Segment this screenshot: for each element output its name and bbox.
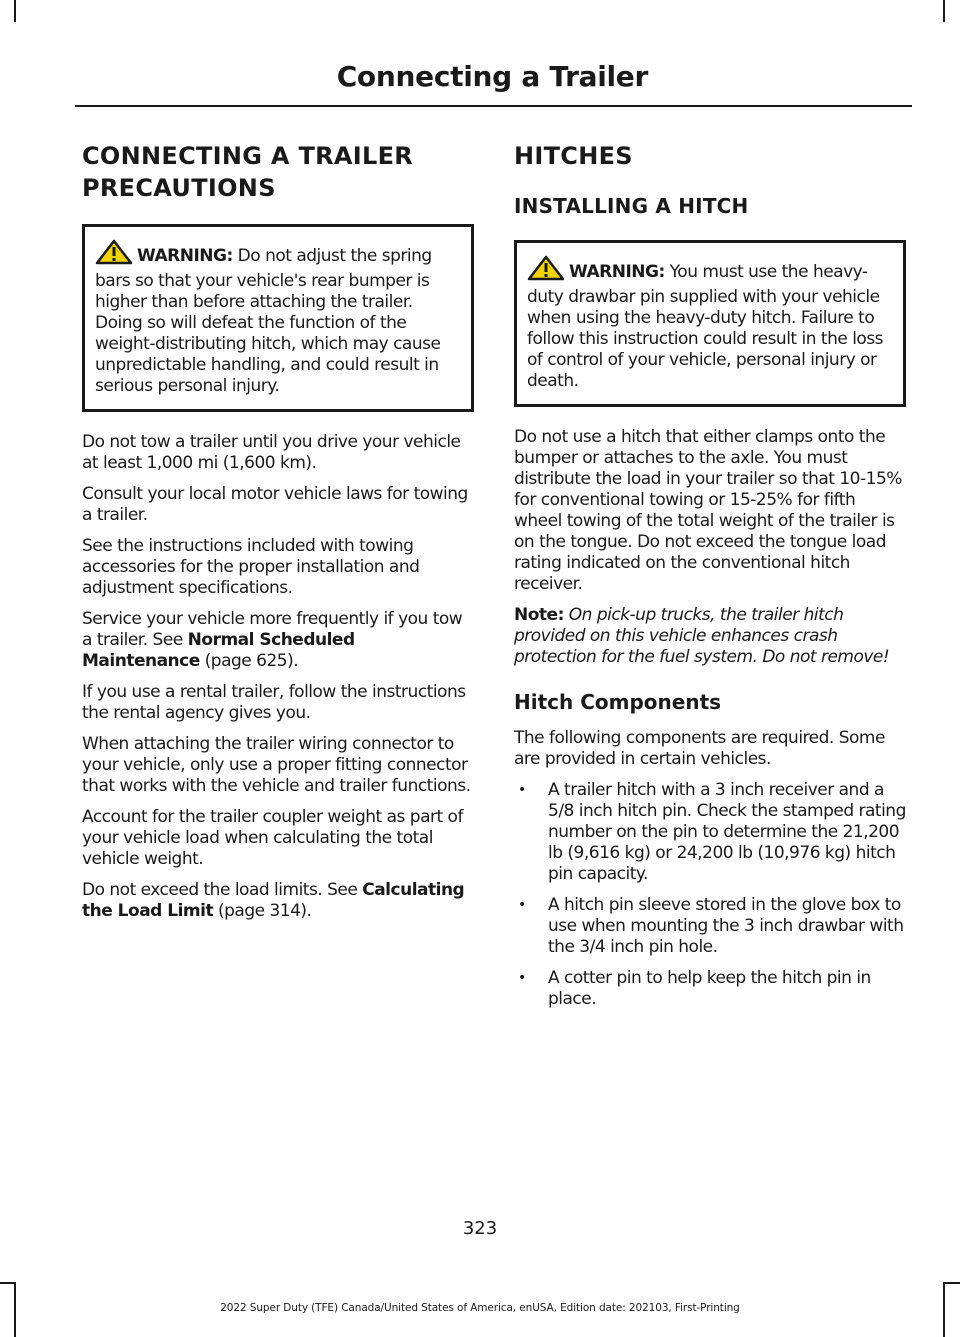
components-list (514, 780, 906, 1010)
warning-text: Do not adjust the spring bars so that your vehicle's rear bumper is higher than before attaching the trailer. Doing so will defeat the function of the weight-distributing hitch, which may cause unpredictable handling, and could result in serious personal injury. (95, 246, 441, 396)
list-item: • A hitch pin sleeve stored in the glove box to use when mounting the 3 inch drawbar with the 3/4 inch pin hole. (514, 895, 906, 958)
subheading-installing-hitch: INSTALLING A HITCH (514, 194, 749, 218)
page-header-title: Connecting a Trailer (336, 60, 648, 93)
service-page-ref: (page 625). (199, 651, 299, 671)
paragraph-components-intro: The following components are required. Some are provided in certain vehicles. (514, 728, 885, 769)
note-label: Note: (514, 605, 564, 625)
warning-triangle-icon (95, 239, 133, 271)
load-limits-page-ref: (page 314). (213, 901, 312, 921)
list-item: • A trailer hitch with a 3 inch receiver and a 5/8 inch hitch pin. Check the stamped rating number on the pin to determine the 21,200 lb (9,616 kg) or 24,200 lb (10,976 kg) hitch pin capacity. (514, 780, 906, 885)
paragraph-instructions: See the instructions included with towing accessories for the proper installation and adjustment specifications. (82, 536, 420, 598)
section-heading-line2: PRECAUTIONS (82, 174, 276, 202)
paragraph-hitch-load: Do not use a hitch that either clamps onto the bumper or attaches to the axle. You must distribute the load in your trailer so that 10-15% for conventional towing or 15-25% for fifth wheel towing of the total weight of the trailer is on the tongue. Do not exceed the tongue load rating indicated on the conventional hitch receiver. (514, 427, 902, 594)
warning-triangle-icon (527, 255, 565, 287)
paragraph-coupler-weight: Account for the trailer coupler weight as part of your vehicle load when calculating the total vehicle weight. (82, 807, 463, 869)
paragraph-load-limits (82, 880, 474, 922)
paragraph-service (82, 609, 474, 672)
crop-mark-bottom-right-h (943, 1282, 960, 1284)
warning-label: WARNING: (569, 262, 665, 282)
crop-mark-top-right (943, 0, 945, 22)
warning-label: WARNING: (137, 246, 233, 266)
service-text: Service your vehicle more frequently if you tow a trailer. See (82, 609, 463, 650)
page-number: 323 (462, 1218, 498, 1239)
header-rule (75, 105, 912, 107)
warning-box-spring-bars (82, 224, 474, 412)
section-heading-hitches: HITCHES (514, 142, 633, 170)
subheading-hitch-components: Hitch Components (514, 690, 722, 714)
section-heading-line1: CONNECTING A TRAILER (82, 142, 414, 170)
crop-mark-top-left (14, 0, 16, 22)
paragraph-wiring-connector: When attaching the trailer wiring connector to your vehicle, only use a proper fitting connector that works with the vehicle and trailer functions. (82, 734, 471, 796)
paragraph-tow-distance: Do not tow a trailer until you drive your vehicle at least 1,000 mi (1,600 km). (82, 432, 461, 473)
link-normal-scheduled-maintenance[interactable]: Normal Scheduled Maintenance (82, 630, 355, 671)
link-calculating-load-limit[interactable]: Calculating the Load Limit (82, 880, 465, 921)
load-limits-text: Do not exceed the load limits. See (82, 880, 363, 900)
left-column (82, 140, 474, 922)
paragraph-rental-trailer: If you use a rental trailer, follow the instructions the rental agency gives you. (82, 682, 466, 723)
warning-box-drawbar-pin (514, 240, 906, 407)
edition-info: 2022 Super Duty (TFE) Canada/United States of America, enUSA, Edition date: 202103, First-Printing (220, 1302, 740, 1314)
note-text: On pick-up trucks, the trailer hitch provided on this vehicle enhances crash protection for the fuel system. Do not remove! (514, 605, 890, 667)
right-column (514, 140, 906, 1010)
list-item: • A cotter pin to help keep the hitch pin in place. (514, 968, 906, 1010)
paragraph-local-laws: Consult your local motor vehicle laws for towing a trailer. (82, 484, 468, 525)
warning-text: You must use the heavy-duty drawbar pin supplied with your vehicle when using the heavy-duty hitch. Failure to follow this instruction could result in the loss of control of your vehicle, personal injury or death. (527, 262, 884, 391)
crop-mark-bottom-left-h (0, 1282, 16, 1284)
paragraph-note (514, 605, 906, 668)
